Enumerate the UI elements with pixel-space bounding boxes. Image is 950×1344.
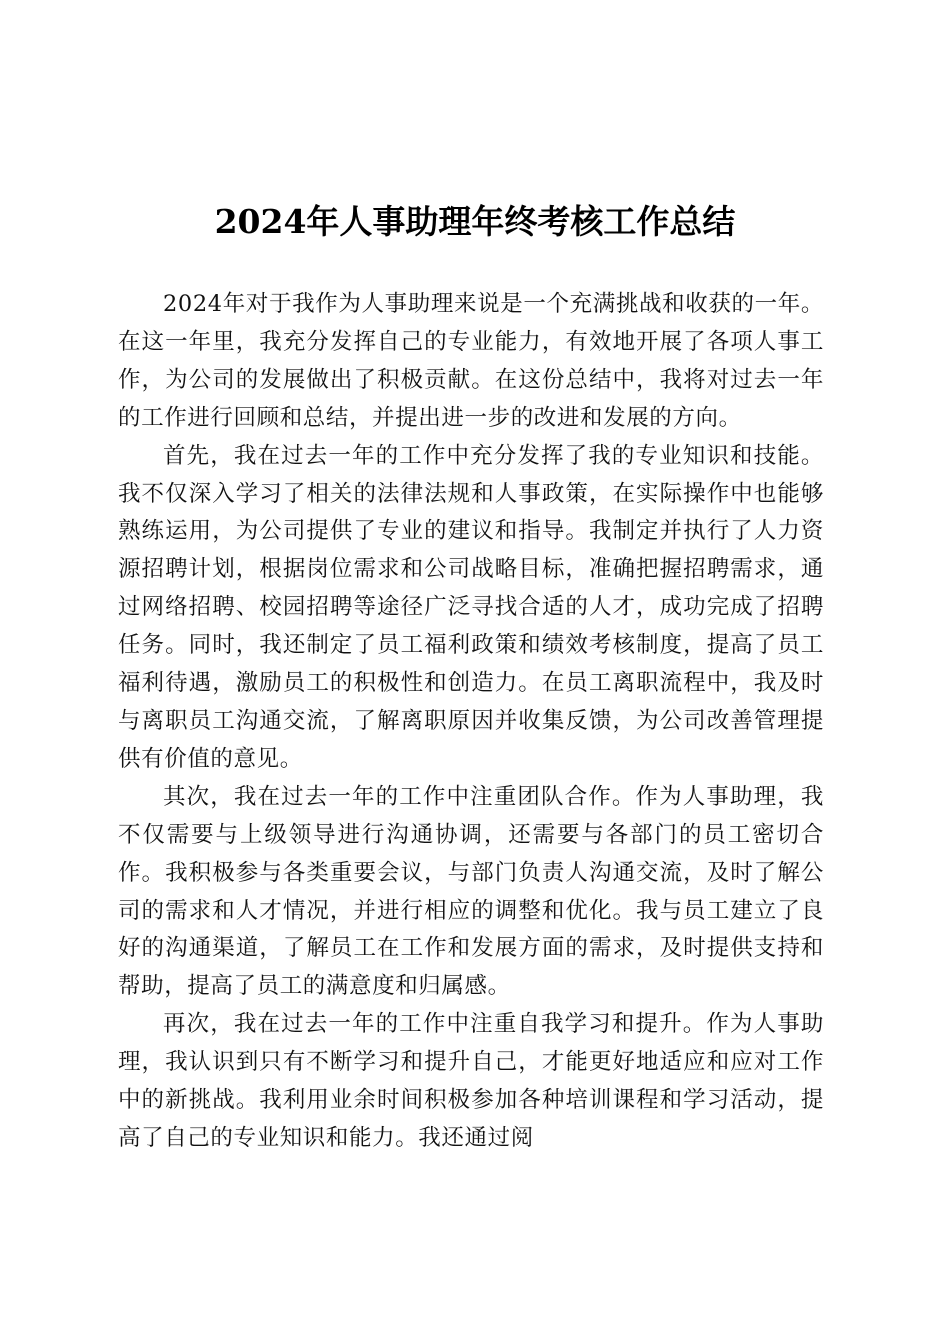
paragraph-first: 首先，我在过去一年的工作中充分发挥了我的专业知识和技能。我不仅深入学习了相关的法律法规和人事政策，在实际操作中也能够熟练运用，为公司提供了专业的建议和指导。我制定并执行了人力资源招聘计划，根据岗位需求和公司战略目标，准确把握招聘需求，通过网络招聘、校园招聘等途径广泛寻找合适的人才，成功完成了招聘任务。同时，我还制定了员工福利政策和绩效考核制度，提高了员工福利待遇，激励员工的积极性和创造力。在员工离职流程中，我及时与离职员工沟通交流，了解离职原因并收集反馈，为公司改善管理提供有价值的意见。 xyxy=(118,442,824,772)
paragraph-second: 其次，我在过去一年的工作中注重团队合作。作为人事助理，我不仅需要与上级领导进行沟通协调，还需要与各部门的员工密切合作。我积极参与各类重要会议，与部门负责人沟通交流，及时了解公司的需求和人才情况，并进行相应的调整和优化。我与员工建立了良好的沟通渠道，了解员工在工作和发展方面的需求，及时提供支持和帮助，提高了员工的满意度和归属感。 xyxy=(118,783,824,1000)
paragraph-intro: 2024年对于我作为人事助理来说是一个充满挑战和收获的一年。在这一年里，我充分发挥自己的专业能力，有效地开展了各项人事工作，为公司的发展做出了积极贡献。在这份总结中，我将对过去一年的工作进行回顾和总结，并提出进一步的改进和发展的方向。 xyxy=(118,291,824,431)
paragraph-third: 再次，我在过去一年的工作中注重自我学习和提升。作为人事助理，我认识到只有不断学习和提升自己，才能更好地适应和应对工作中的新挑战。我利用业余时间积极参加各种培训课程和学习活动，提高了自己的专业知识和能力。我还通过阅 xyxy=(118,1011,824,1151)
document-body xyxy=(118,286,824,1158)
document-title: 2024年人事助理年终考核工作总结 xyxy=(214,202,736,241)
